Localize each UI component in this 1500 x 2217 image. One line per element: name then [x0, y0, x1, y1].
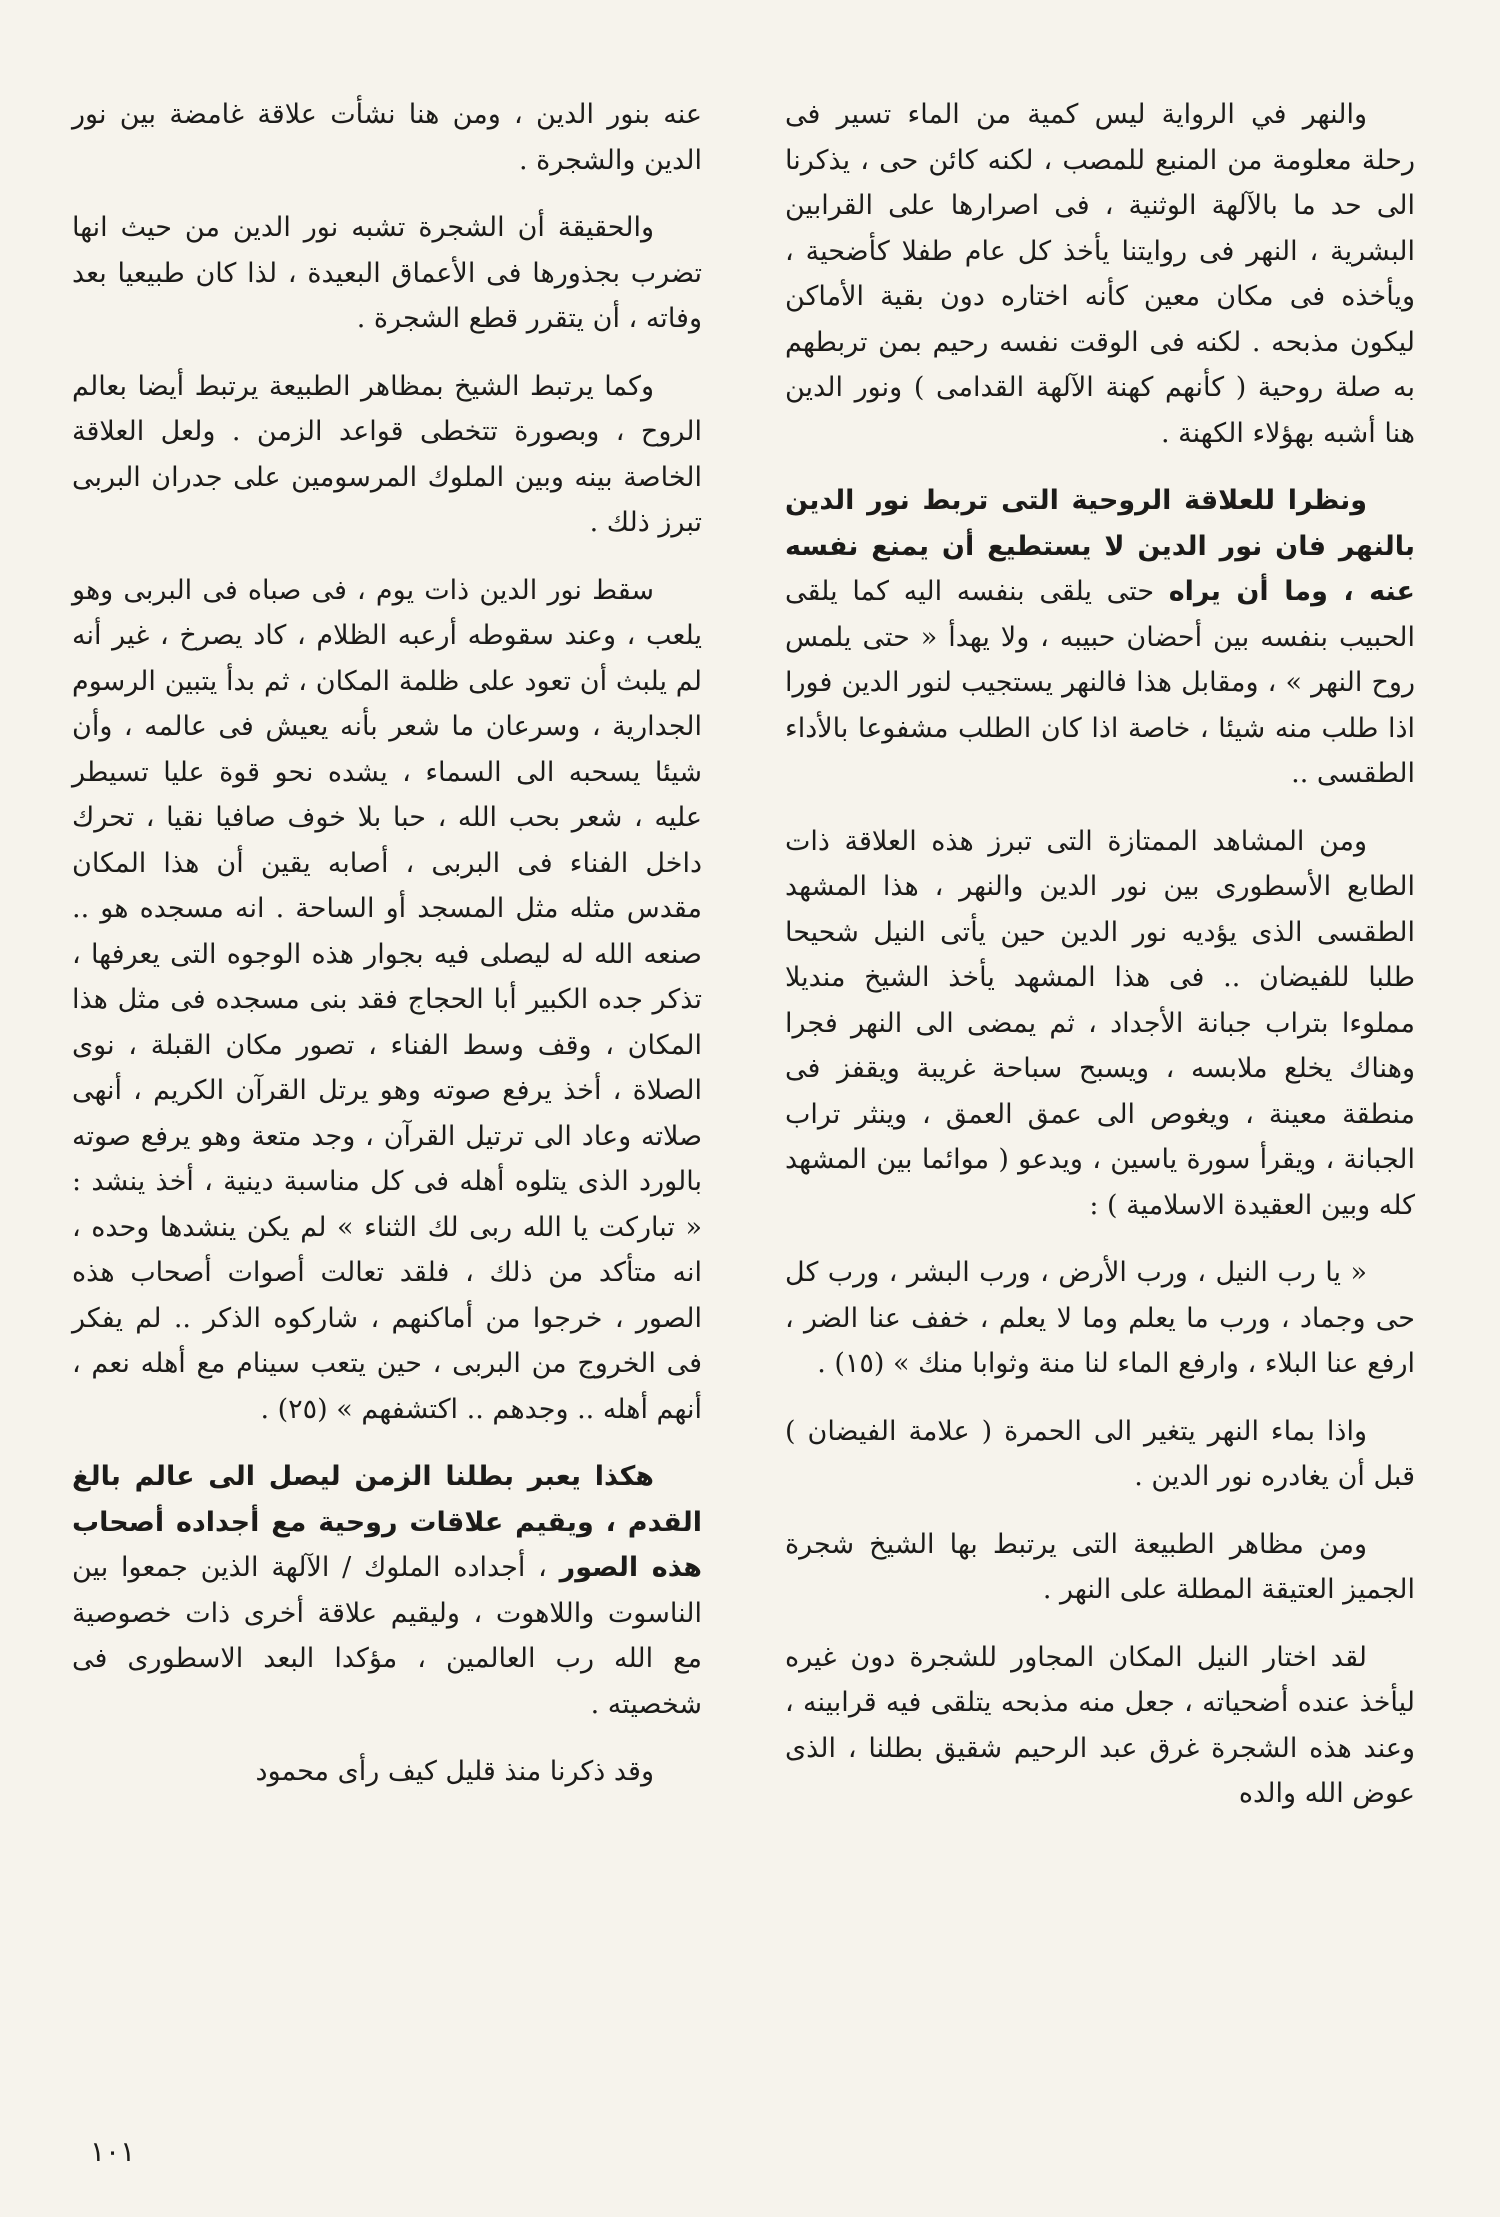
bold-text: ونظرا للعلاقة الروحية التى تربط نور الدين بالنهر فان نور الدين لا يستطيع أن يمنع نفسه عنه ، وما أن يراه	[785, 485, 1415, 607]
paragraph: لقد اختار النيل المكان المجاور للشجرة دون غيره ليأخذ عنده أضحياته ، جعل منه مذبحه يتلقى فيه قرابينه ، وعند هذه الشجرة غرق عبد الرحيم شقيق بطلنا ، الذى عوض الله والده	[785, 1641, 1415, 1809]
paragraph: عنه بنور الدين ، ومن هنا نشأت علاقة غامضة بين نور الدين والشجرة .	[72, 99, 702, 176]
paragraph: واذا بماء النهر يتغير الى الحمرة ( علامة الفيضان ) قبل أن يغادره نور الدين .	[785, 1415, 1415, 1492]
paragraph: ومن مظاهر الطبيعة التى يرتبط بها الشيخ شجرة الجميز العتيقة المطلة على النهر .	[785, 1528, 1415, 1605]
paragraph: ونظرا للعلاقة الروحية التى تربط نور الدين بالنهر فان نور الدين لا يستطيع أن يمنع نفسه عنه ، وما أن يراه حتى يلقى بنفسه اليه كما يلقى الحبيب بنفسه بين أحضان حبيبه ، ولا يهدأ « حتى يلمس روح النهر » ، ومقابل هذا فالنهر يستجيب لنور الدين فورا اذا طلب منه شيئا ، خاصة اذا كان الطلب مشفوعا بالأداء الطقسى ..	[785, 485, 1415, 789]
paragraph: سقط نور الدين ذات يوم ، فى صباه فى البربى وهو يلعب ، وعند سقوطه أرعبه الظلام ، كاد يصرخ ، غير أنه لم يلبث أن تعود على ظلمة المكان ، ثم بدأ يتبين الرسوم الجدارية ، وسرعان ما شعر بأنه يعيش فى عالمه ، وأن شيئا يسحبه الى السماء ، يشده نحو قوة عليا تسيطر عليه ، شعر بحب الله ، حبا بلا خوف صافيا نقيا ، تحرك داخل الفناء فى البربى ، أصابه يقين أن هذا المكان مقدس مثله مثل المسجد أو الساحة . انه مسجده هو .. صنعه الله له ليصلى فيه بجوار هذه الوجوه التى يعرفها ، تذكر جده الكبير أبا الحجاج فقد بنى مسجده فى مثل هذا المكان ، وقف وسط الفناء ، تصور مكان القبلة ، نوى الصلاة ، أخذ يرفع صوته وهو يرتل القرآن الكريم ، أنهى صلاته وعاد الى ترتيل القرآن ، وجد متعة وهو يرفع صوته بالورد الذى يتلوه أهله فى كل مناسبة دينية ، أخذ ينشد : « تباركت يا الله ربى لك الثناء » لم يكن ينشدها وحده ، انه متأكد من ذلك ، فلقد تعالت أصوات أصحاب هذه الصور ، خرجوا من أماكنهم ، شاركوه الذكر .. لم يفكر فى الخروج من البربى ، حين يتعب سينام مع أهله نعم ، أنهم أهله .. وجدهم .. اكتشفهم » (٢٥) .	[72, 574, 702, 1425]
right-column	[785, 92, 1415, 1839]
paragraph: والنهر في الرواية ليس كمية من الماء تسير فى رحلة معلومة من المنبع للمصب ، لكنه كائن حى ، يذكرنا الى حد ما بالآلهة الوثنية ، فى اصرارها على القرابين البشرية ، النهر فى روايتنا يأخذ كل عام طفلا كأضحية ، ويأخذه فى مكان معين كأنه اختاره دون بقية الأماكن ليكون مذبحه . لكنه فى الوقت نفسه رحيم بمن تربطهم به صلة روحية ( كأنهم كهنة الآلهة القدامى ) ونور الدين هنا أشبه بهؤلاء الكهنة .	[785, 99, 1415, 449]
paragraph: وكما يرتبط الشيخ بمظاهر الطبيعة يرتبط أيضا بعالم الروح ، وبصورة تتخطى قواعد الزمن . ولعل العلاقة الخاصة بينه وبين الملوك المرسومين على جدران البربى تبرز ذلك .	[72, 370, 702, 538]
paragraph: وقد ذكرنا منذ قليل كيف رأى محمود	[255, 1756, 654, 1787]
left-column	[72, 92, 702, 1817]
quote-paragraph: « يا رب النيل ، ورب الأرض ، ورب البشر ، ورب كل حى وجماد ، ورب ما يعلم وما لا يعلم ، خفف عنا الضر ، ارفع عنا البلاء ، وارفع الماء لنا منة وثوابا منك » (١٥) .	[785, 1257, 1415, 1379]
bold-text: هكذا يعبر بطلنا الزمن ليصل الى عالم بالغ القدم ، ويقيم علاقات روحية مع أجداده أصحاب هذه الصور	[72, 1461, 703, 1583]
paragraph: ومن المشاهد الممتازة التى تبرز هذه العلاقة ذات الطابع الأسطورى بين نور الدين والنهر ، هذا المشهد الطقسى الذى يؤديه نور الدين حين يأتى النيل شحيحا طلبا للفيضان .. فى هذا المشهد يأخذ الشيخ منديلا مملوءا بتراب جبانة الأجداد ، ثم يمضى الى النهر فجرا وهناك يخلع ملابسه ، ويسبح سباحة غريبة ويقفز فى منطقة معينة ، ويغوص الى عمق العمق ، وينثر تراب الجبانة ، ويقرأ سورة ياسين ، ويدعو ( موائما بين المشهد كله وبين العقيدة الاسلامية ) :	[785, 825, 1415, 1221]
paragraph: هكذا يعبر بطلنا الزمن ليصل الى عالم بالغ القدم ، ويقيم علاقات روحية مع أجداده أصحاب هذه الصور ، أجداده الملوك / الآلهة الذين جمعوا بين الناسوت واللاهوت ، وليقيم علاقة أخرى ذات خصوصية مع الله رب العالمين ، مؤكدا البعد الاسطورى فى شخصيته .	[72, 1461, 703, 1720]
paragraph: والحقيقة أن الشجرة تشبه نور الدين من حيث انها تضرب بجذورها فى الأعماق البعيدة ، لذا كان طبيعيا بعد وفاته ، أن يتقرر قطع الشجرة .	[72, 212, 702, 334]
page-number: ١٠١	[90, 2135, 136, 2168]
